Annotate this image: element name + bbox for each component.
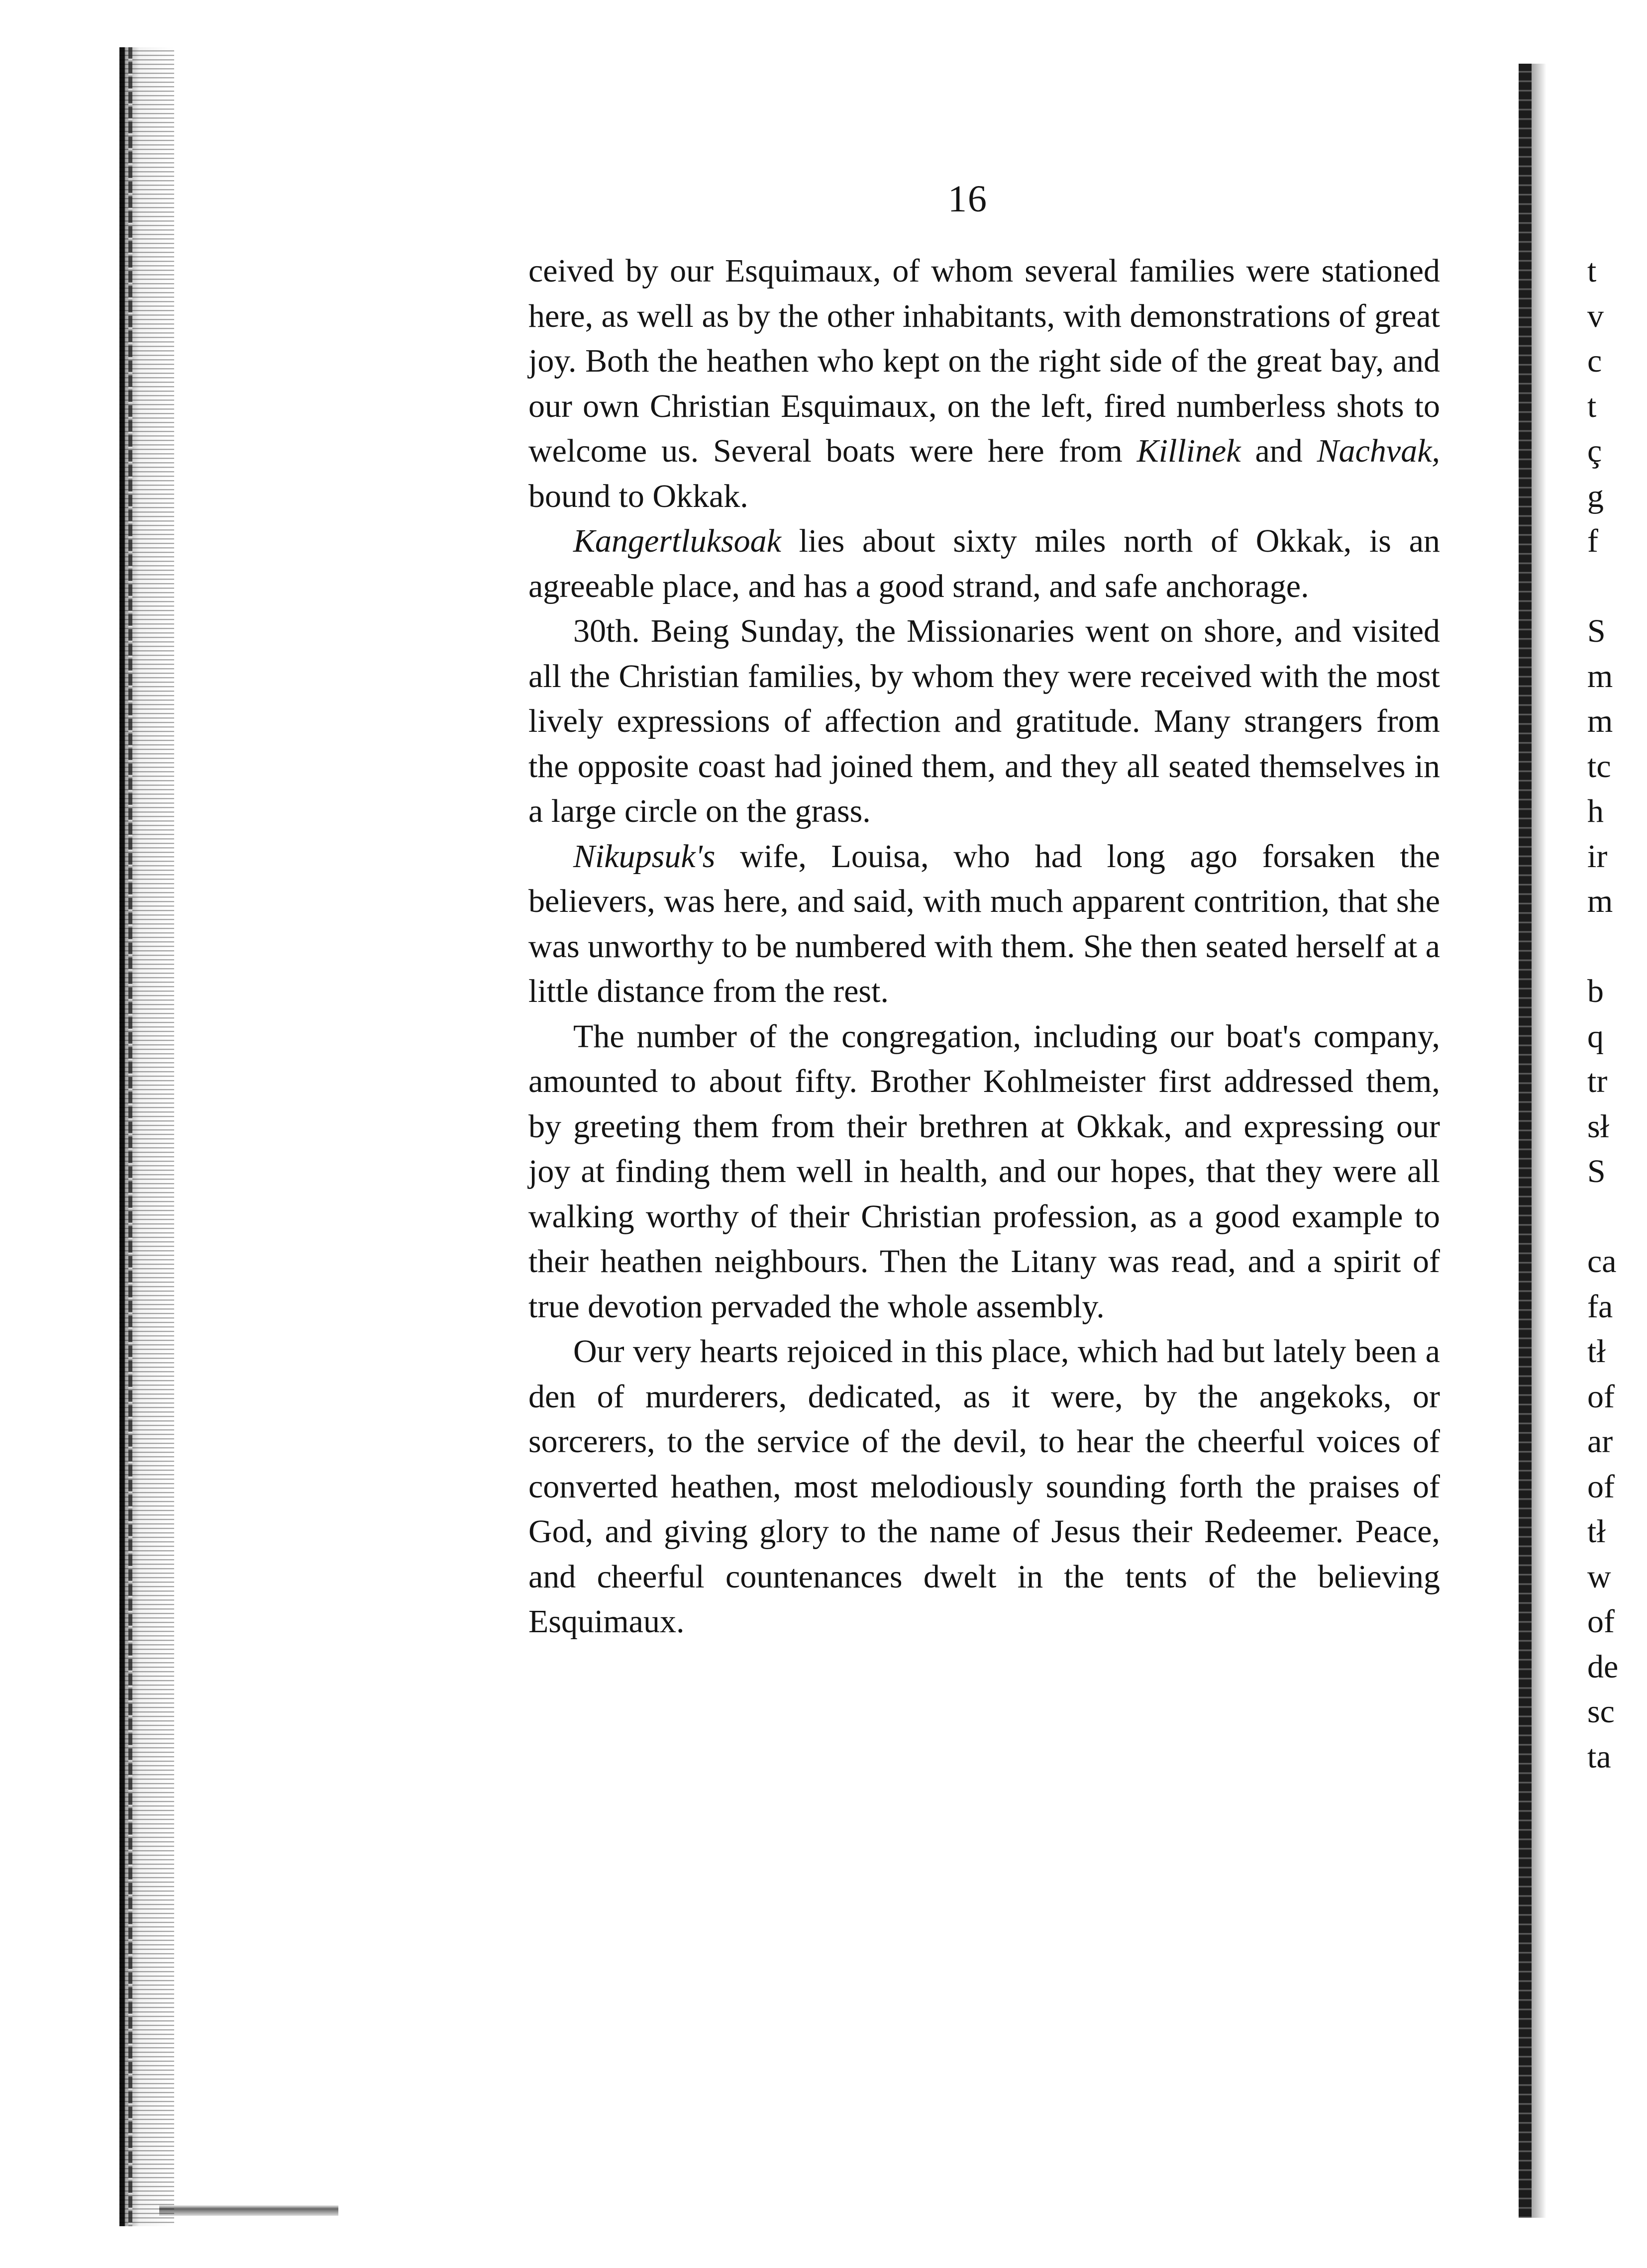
opposite-page-fragment: ir	[1587, 838, 1608, 875]
text-run: 30th. Being Sunday, the Missionaries went on shore, and visited all the Christian families, by whom they were received with the most lively expressions of affection and gratitude. Many strangers from the opposite coast had joined them, and they all seated themselves in a large circle on the grass.	[528, 613, 1440, 829]
opposite-page-fragment	[1587, 924, 1647, 970]
opposite-page-fragment	[1587, 1194, 1647, 1240]
italic-run: Killinek	[1136, 433, 1241, 469]
text-run: wife, Louisa, who had long ago forsaken the believers, was here, and said, with much apparent contrition, that she was unworthy to be numbered with them. She then seated herself at a little distance from the rest.	[528, 838, 1440, 1009]
paragraph	[528, 249, 1440, 519]
text-run: lies about sixty miles north of Okkak, is an agreeable place, and has a good strand, and safe anchorage.	[528, 523, 1440, 604]
page-number: 16	[948, 178, 988, 220]
text-run: ceived by our Esquimaux, of whom several families were stationed here, as well as by the other inhabitants, with demonstrations of great joy. Both the heathen who kept on the right side of the great bay, and our own Christian Esquimaux, on the left, fired numberless shots to welcome us. Several boats were here from	[528, 253, 1440, 469]
opposite-page-fragment: tc	[1587, 748, 1611, 785]
opposite-page-fragment: w	[1587, 1558, 1611, 1595]
opposite-page-fragment: fa	[1587, 1288, 1613, 1325]
opposite-page-fragment: m	[1587, 658, 1613, 694]
italic-run: Kangertluksoak	[573, 523, 781, 559]
paragraph	[528, 519, 1440, 609]
opposite-page-fragment: m	[1587, 883, 1613, 919]
opposite-page-fragment: c	[1587, 343, 1602, 379]
opposite-page-fragments	[1587, 249, 1647, 1779]
opposite-page-fragment: tł	[1587, 1513, 1606, 1550]
opposite-page-fragment: de	[1587, 1648, 1619, 1685]
opposite-page-fragment: tł	[1587, 1333, 1606, 1370]
opposite-page-fragment: of	[1587, 1468, 1615, 1505]
paragraph	[528, 834, 1440, 1014]
binding-shadow	[119, 47, 174, 2226]
opposite-page-fragment: sc	[1587, 1693, 1615, 1730]
text-run: Our very hearts rejoiced in this place, which had but lately been a den of murderers, dedicated, as it were, by the angekoks, or sorcerers, to the service of the devil, to hear the cheerful voices of converted heathen, most melodiously sounding forth the praises of God, and giving glory to the name of Jesus their Redeemer. Peace, and cheerful countenances dwelt in the tents of the believing Esquimaux.	[528, 1333, 1440, 1640]
italic-run: Nikupsuk's	[573, 838, 716, 875]
paragraph	[528, 1014, 1440, 1330]
opposite-page-fragment: m	[1587, 703, 1613, 739]
opposite-page-fragment: ç	[1587, 433, 1602, 469]
opposite-page-fragment: S	[1587, 613, 1606, 649]
opposite-page-fragment: t	[1587, 253, 1597, 289]
opposite-page-fragment	[1587, 564, 1647, 609]
opposite-page-fragment: of	[1587, 1378, 1615, 1415]
opposite-page-fragment: v	[1587, 297, 1604, 334]
opposite-page-fragment: b	[1587, 973, 1604, 1009]
paragraph	[528, 609, 1440, 834]
italic-run: Nachvak,	[1317, 433, 1441, 469]
opposite-page-fragment: tr	[1587, 1063, 1608, 1099]
binding-shadow-foot	[159, 2205, 338, 2216]
text-run: and	[1240, 433, 1317, 469]
text-run: bound to Okkak.	[528, 478, 748, 514]
opposite-page-fragment: f	[1587, 523, 1598, 559]
opposite-page-fragment: S	[1587, 1153, 1606, 1189]
opposite-page-fragment: g	[1587, 478, 1604, 514]
text-run: The number of the congregation, including our boat's company, amounted to about fifty. Brother Kohlmeister first addressed them, by greeting them from their brethren at Okkak, and expressing our joy at finding them well in health, and our hopes, that they were all walking worthy of their Christian profession, as a good example to their heathen neighbours. Then the Litany was read, and a spirit of true devotion pervaded the whole assembly.	[528, 1018, 1440, 1325]
opposite-page-fragment: q	[1587, 1018, 1604, 1055]
opposite-page-fragment: h	[1587, 793, 1604, 829]
opposite-page-fragment: ca	[1587, 1243, 1617, 1280]
body-text	[528, 249, 1440, 1645]
page-fold-edge	[1519, 64, 1532, 2218]
paragraph	[528, 1329, 1440, 1645]
opposite-page-fragment: ar	[1587, 1423, 1613, 1460]
opposite-page-fragment: ta	[1587, 1738, 1611, 1775]
opposite-page-fragment: t	[1587, 388, 1597, 424]
opposite-page-fragment: sł	[1587, 1108, 1610, 1145]
opposite-page-fragment: of	[1587, 1603, 1615, 1640]
